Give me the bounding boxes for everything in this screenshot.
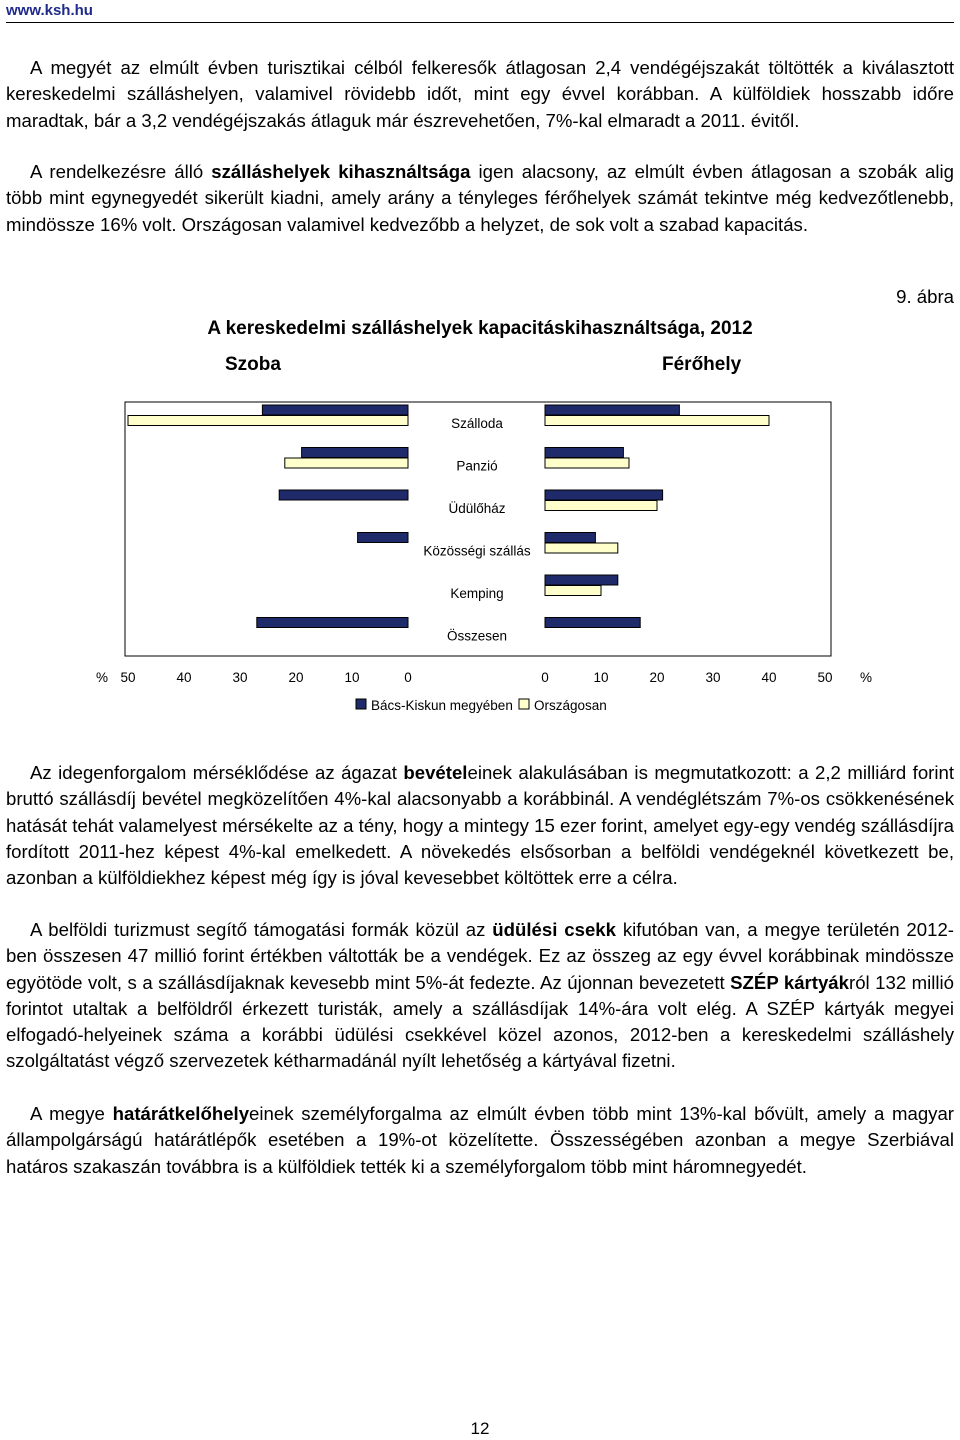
- text-run: A belföldi turizmust segítő támogatási formák közül az: [30, 919, 493, 940]
- category-label: Panzió: [456, 458, 498, 474]
- bar-ferohely-megye: [545, 490, 663, 500]
- bar-ferohely-megye: [545, 533, 595, 543]
- axis-tick-right: 40: [761, 670, 777, 685]
- text-run: igen alacsony, az elmúlt évben átlagosan a szobák alig több mint egynegyedét sikerült kiadni, amely arány a tényleges férőhelyek számát tekintve még kedvezőtlenebb, mindössze 16% volt. Országosan valamivel kedvezőbb a helyzet, de sok volt a szabad kapacitás.: [6, 161, 954, 235]
- text-run: A megye: [30, 1103, 113, 1124]
- text-run: A rendelkezésre álló: [30, 161, 212, 182]
- legend-swatch: [519, 699, 529, 709]
- bar-ferohely-megye: [545, 448, 623, 458]
- axis-tick-left: 20: [288, 670, 304, 685]
- axis-tick-right: 10: [593, 670, 609, 685]
- axis-tick-left: 30: [232, 670, 248, 685]
- bold-term: bevétel: [403, 762, 468, 783]
- bar-szoba-megye: [262, 405, 408, 415]
- paragraph-1: A megyét az elmúlt évben turisztikai célból felkeresők átlagosan 2,4 vendégéjszakát töltötték a kiválasztott kereskedelmi szálláshelyen, valamivel rövidebb időt, mint egy évvel korábban. A külföldiek hosszabb időre maradtak, bár a 3,2 vendégéjszakás átlaguk már észrevehetően, 7%-kal elmaradt a 2011. évitől.: [6, 57, 954, 131]
- category-label: Közösségi szállás: [423, 543, 531, 559]
- axis-tick-left: 40: [176, 670, 192, 685]
- bar-ferohely-orszag: [545, 458, 629, 468]
- text-run: kifutóban van, a megye területén 2012-ben összesen 47 millió forint értékben váltották be a vendégek. Ez az összeg az egy évvel korábbinak mindössze egyötöde volt, s a szállásdíjaknak kevesebb mint 5%-át fedezte. Az újonnan bevezetett: [6, 919, 954, 993]
- bar-ferohely-megye: [545, 405, 679, 415]
- text-run: Az idegenforgalom mérséklődése az ágazat: [30, 762, 404, 783]
- category-label: Összesen: [446, 628, 508, 644]
- plot-frame: [125, 402, 831, 656]
- bar-ferohely-megye: [545, 575, 618, 585]
- bar-ferohely-orszag: [545, 543, 618, 553]
- bold-term: határátkelőhely: [112, 1103, 250, 1124]
- site-url[interactable]: www.ksh.hu: [6, 2, 93, 19]
- legend-label: Országosan: [534, 698, 607, 713]
- bar-ferohely-orszag: [545, 501, 657, 511]
- bar-ferohely-megye: [545, 618, 640, 628]
- bar-szoba-megye: [257, 618, 408, 628]
- bar-szoba-megye: [358, 533, 408, 543]
- chart-right-panel-heading: Férőhely: [662, 354, 742, 375]
- legend-swatch: [356, 699, 366, 709]
- bold-term: szálláshelyek kihasználtsága: [211, 161, 471, 182]
- bold-term: üdülési csekk: [492, 919, 616, 940]
- category-label: Szálloda: [451, 416, 503, 431]
- legend-label: Bács-Kiskun megyében: [371, 698, 513, 713]
- axis-unit-left: %: [95, 670, 109, 685]
- axis-tick-right: 30: [705, 670, 721, 685]
- axis-tick-right: 50: [817, 670, 833, 685]
- axis-tick-left: 10: [344, 670, 360, 685]
- paragraph-4: [6, 917, 954, 1075]
- paragraph-3: [6, 760, 954, 891]
- bar-ferohely-orszag: [545, 416, 769, 426]
- bar-szoba-megye: [302, 448, 408, 458]
- paragraph-5: [6, 1101, 954, 1180]
- text-run: einek személyforgalma az elmúlt évben több mint 13%-kal bővült, amely a magyar állampolgárságú határátlépők esetében a 19%-ot közelítette. Összességében azonban a megye Szerbiával határos szakaszán továbbra is a külföldiek tették ki a személyforgalom több mint háromnegyedét.: [6, 1103, 954, 1177]
- paragraph-2: [6, 159, 954, 238]
- chart-left-panel-heading: Szoba: [225, 354, 281, 375]
- category-label: Kemping: [450, 586, 504, 601]
- figure-label: 9. ábra: [896, 286, 954, 307]
- bar-szoba-orszag: [285, 458, 408, 468]
- axis-tick-right: 20: [649, 670, 665, 685]
- text-run: ról 132 millió forintot utaltak a belföldről érkezett turisták, amely a szállásdíjak 14%-ára volt elég. A SZÉP kártyák megyei elfogadó-helyeinek száma a korábbi üdülési csekkével közel azonos, 2012-ben a kereskedelmi szálláshely szolgáltatást végző szervezetek kétharmadánál nyílt lehetőség a kártyával fizetni.: [6, 971, 954, 1072]
- axis-tick-left: 50: [120, 670, 136, 685]
- chart-title: A kereskedelmi szálláshelyek kapacitáskihasználtsága, 2012: [207, 318, 753, 339]
- axis-unit-right: %: [859, 670, 873, 685]
- bar-ferohely-orszag: [545, 586, 601, 596]
- page-number: 12: [470, 1419, 490, 1438]
- category-label: Üdülőház: [448, 501, 506, 516]
- bar-szoba-orszag: [128, 416, 408, 426]
- axis-tick-right: 0: [541, 670, 549, 685]
- axis-tick-left: 0: [404, 670, 412, 685]
- text-run: einek alakulásában is megmutatkozott: a 2,2 milliárd forint bruttó szállásdíj bevétel megközelítően 4%-kal alacsonyabb a korábbinál. A vendéglétszám 7%-os csökkenésének hatását tehát valamelyest mérsékelte az a tény, hogy a mintegy 15 ezer forint, amelyet egy-egy vendég szállásdíjra fordított 2011-hez képest 4%-kal emelkedett. A növekedés elsősorban a belföldi vendégeknél következett be, azonban a külföldiekhez képest még így is jóval kevesebbet költöttek erre a célra.: [6, 762, 955, 889]
- capacity-chart: [0, 390, 960, 730]
- header-divider: [6, 22, 954, 23]
- bold-term: SZÉP kártyák: [730, 971, 849, 993]
- bar-szoba-megye: [279, 490, 408, 500]
